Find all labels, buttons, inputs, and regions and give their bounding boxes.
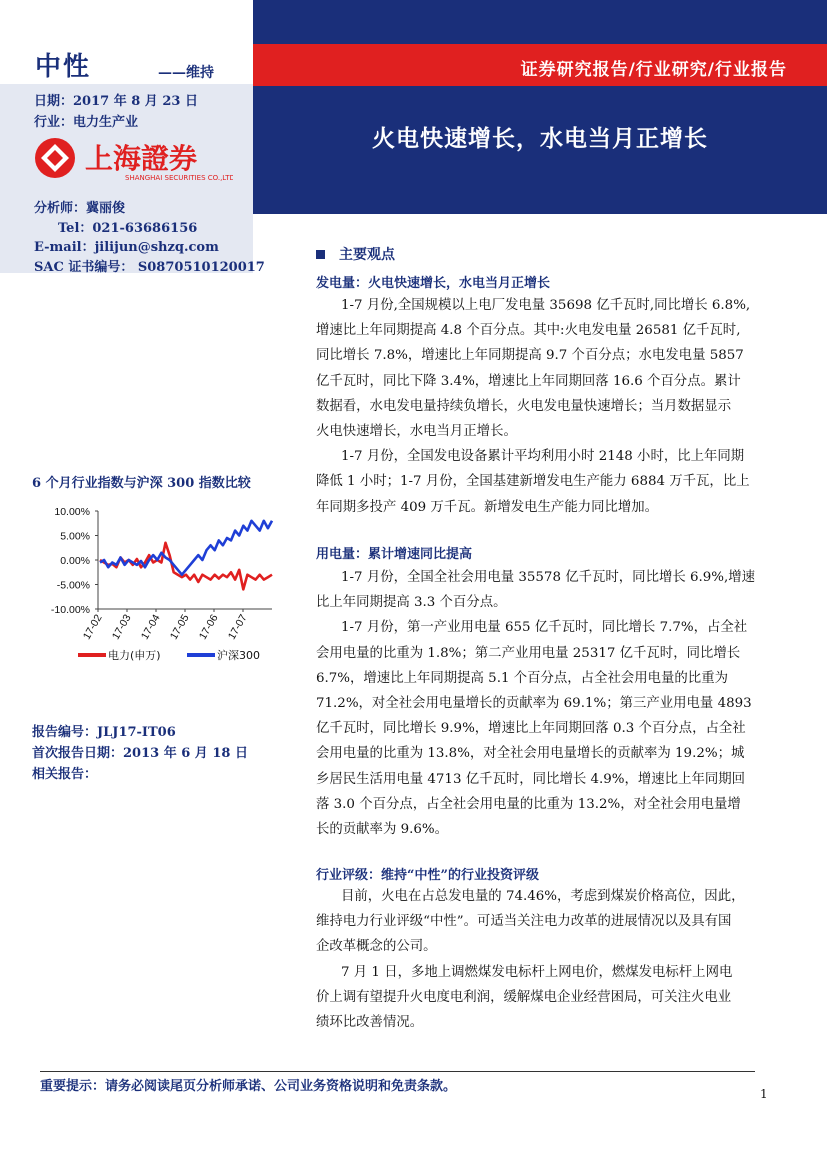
report-title: 火电快速增长，水电当月正增长 bbox=[372, 125, 708, 152]
x-tick-label: 17-03 bbox=[109, 612, 134, 642]
chart-title: 6 个月行业指数与沪深 300 指数比较 bbox=[32, 476, 251, 491]
square-bullet-icon bbox=[316, 250, 325, 259]
first-report-date: 首次报告日期：2013 年 6 月 18 日 bbox=[32, 746, 248, 761]
text-line: 1-7 月份，第一产业用电量 655 亿千瓦时，同比增长 7.7%，占全社 bbox=[341, 620, 748, 636]
analyst-tel: Tel：021-63686156 bbox=[58, 221, 198, 236]
x-tick-label: 17-04 bbox=[138, 612, 163, 642]
analyst-email: E-mail：jilijun@shzq.com bbox=[34, 240, 219, 255]
text-line: 亿千瓦时，同比增长 9.9%，增速比上年同期回落 0.3 个百分点，占全社 bbox=[316, 721, 746, 737]
text-line: 目前，火电在占总发电量的 74.46%，考虑到煤炭价格高位，因此， bbox=[341, 889, 745, 904]
s3-heading: 行业评级：维持“中性”的行业投资评级 bbox=[316, 868, 539, 883]
text-line: 企改革概念的公司。 bbox=[316, 939, 437, 955]
text-line: 降低 1 小时；1-7 月份，全国基建新增发电生产能力 6884 万千瓦，比上 bbox=[316, 474, 750, 490]
series-line-0 bbox=[100, 543, 272, 590]
text-line: 数据看，水电发电量持续负增长，火电发电量快速增长；当月数据显示 bbox=[316, 398, 732, 414]
text-line: 同比增长 7.8%，增速比上年同期提高 9.7 个百分点；水电发电量 5857 bbox=[316, 348, 744, 364]
analyst: 分析师：冀丽俊 bbox=[34, 201, 126, 216]
rating: 中性 bbox=[35, 52, 92, 82]
y-tick-label: 5.00% bbox=[60, 530, 90, 543]
text-line: 长的贡献率为 9.6%。 bbox=[316, 822, 449, 838]
related-reports: 相关报告： bbox=[32, 767, 98, 782]
text-line: 价上调有望提升火电度电利润，缓解煤电企业经营困局，可关注火电业 bbox=[316, 989, 732, 1005]
text-line: 比上年同期提高 3.3 个百分点。 bbox=[316, 595, 507, 611]
x-tick-label: 17-05 bbox=[167, 612, 192, 642]
text-line: 绩环比改善情况。 bbox=[316, 1015, 424, 1031]
footer-notice: 重要提示：请务必阅读尾页分析师承诺、公司业务资格说明和免责条款。 bbox=[40, 1079, 457, 1094]
s1-body bbox=[316, 293, 770, 520]
section-title: 主要观点 bbox=[339, 247, 395, 263]
series-line-1 bbox=[100, 521, 272, 575]
text-line: 落 3.0 个百分点，占全社会用电量的比重为 13.2%，对全社会用电量增 bbox=[316, 796, 741, 812]
page-number: 1 bbox=[760, 1087, 768, 1101]
text-line: 71.2%，对全社会用电量增长的贡献率为 69.1%；第三产业用电量 4893 bbox=[316, 696, 752, 712]
industry: 行业：电力生产业 bbox=[34, 115, 139, 130]
logo-text: 上海證券 bbox=[85, 142, 198, 175]
text-line: 火电快速增长，水电当月正增长。 bbox=[316, 424, 517, 440]
chart bbox=[0, 495, 290, 679]
text-line: 1-7 月份，全国发电设备累计平均利用小时 2148 小时，比上年同期 bbox=[341, 449, 745, 465]
y-tick-label: -10.00% bbox=[50, 604, 90, 616]
text-line: 6.7%，增速比上年同期提高 5.1 个百分点，占全社会用电量的比重为 bbox=[316, 670, 728, 686]
report-category: 证券研究报告/行业研究/行业报告 bbox=[520, 60, 787, 80]
y-tick-label: 0.00% bbox=[60, 555, 90, 567]
s1-heading: 发电量：火电快速增长，水电当月正增长 bbox=[316, 276, 551, 291]
text-line: 维持电力行业评级“中性”。可适当关注电力改革的进展情况以及具有国 bbox=[316, 914, 732, 930]
text-line: 增速比上年同期提高 4.8 个百分点。其中:火电发电量 26581 亿千瓦时, bbox=[316, 323, 741, 339]
sac-number: SAC 证书编号： S0870510120017 bbox=[34, 260, 265, 275]
y-tick-label: -5.00% bbox=[56, 579, 90, 592]
text-line: 1-7 月份，全国全社会用电量 35578 亿千瓦时，同比增长 6.9%,增速 bbox=[341, 570, 756, 585]
report-date: 日期：2017 年 8 月 23 日 bbox=[34, 94, 198, 109]
y-tick-label: 10.00% bbox=[54, 506, 90, 518]
footer-divider bbox=[40, 1071, 755, 1072]
s2-body bbox=[316, 565, 770, 842]
x-tick-label: 17-06 bbox=[196, 612, 221, 642]
logo-sub: SHANGHAI SECURITIES CO.,LTD. bbox=[125, 174, 233, 182]
text-line: 年同期多投产 409 万千瓦。新增发电生产能力同比增加。 bbox=[316, 499, 659, 515]
text-line: 会用电量的比重为 1.8%；第二产业用电量 25317 亿千瓦时，同比增长 bbox=[316, 645, 741, 661]
text-line: 乡居民生活用电量 4713 亿千瓦时，同比增长 4.9%，增速比上年同期回 bbox=[316, 771, 746, 787]
x-tick-label: 17-02 bbox=[80, 612, 105, 642]
s2-heading: 用电量：累计增速同比提高 bbox=[316, 547, 473, 562]
header-bar-top bbox=[253, 0, 827, 44]
company-logo bbox=[33, 132, 233, 190]
x-tick-label: 17-07 bbox=[225, 612, 250, 642]
text-line: 会用电量的比重为 13.8%，对全社会用电量增长的贡献率为 19.2%；城 bbox=[316, 746, 745, 762]
text-line: 亿千瓦时，同比下降 3.4%，增速比上年同期回落 16.6 个百分点。累计 bbox=[316, 373, 741, 389]
text-line: 1-7 月份,全国规模以上电厂发电量 35698 亿千瓦时,同比增长 6.8%, bbox=[341, 298, 751, 313]
section-main-points bbox=[316, 244, 395, 264]
s3-body bbox=[316, 884, 770, 1035]
rating-sub: ——维持 bbox=[158, 65, 214, 81]
text-line: 7 月 1 日，多地上调燃煤发电标杆上网电价，燃煤发电标杆上网电 bbox=[341, 964, 733, 980]
report-number: 报告编号：JLJ17-IT06 bbox=[32, 725, 176, 740]
legend-label: 电力(申万) bbox=[108, 649, 161, 662]
legend-label: 沪深300 bbox=[217, 649, 260, 662]
